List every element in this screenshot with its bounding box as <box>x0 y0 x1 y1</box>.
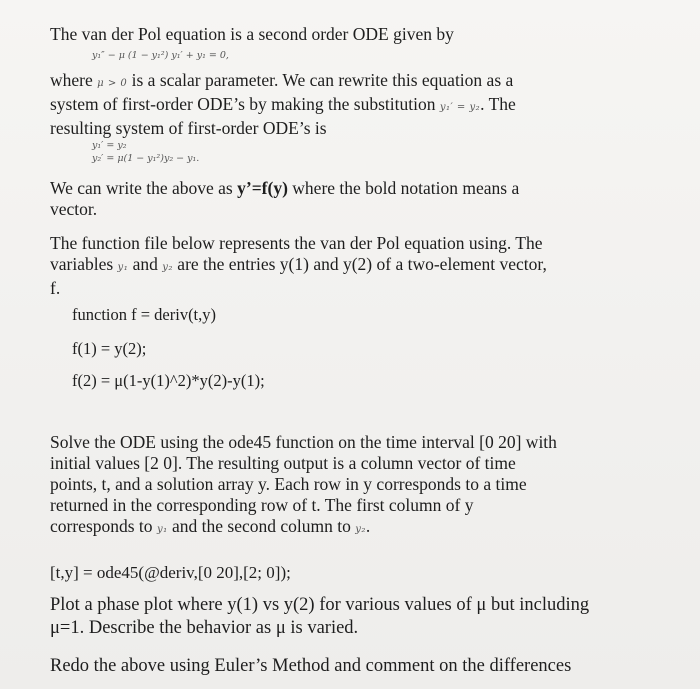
function-file-paragraph: The function file below represents the van der Pol equation using. The variables y₁ and y₂ are the entries y(1) and y(2) of a two-element vector, f. <box>50 233 547 298</box>
parameter-paragraph: where μ > 0 is a scalar parameter. We can rewrite this equation as a system of first-order ODE’s by making the substitution y₁′ = y₂. The resulting system of first-order ODE’s is <box>50 70 516 138</box>
substitution: y₁′ = y₂ <box>439 102 481 113</box>
van-der-pol-equation: y₁″ − μ (1 − y₁²) y₁′ + y₁ = 0, <box>92 50 229 61</box>
intro-line: The van der Pol equation is a second order ODE given by <box>50 24 454 44</box>
system-equation-1: y₁′ = y₂ <box>92 140 127 151</box>
code-line-f1: f(1) = y(2); <box>72 339 147 358</box>
euler-paragraph: Redo the above using Euler’s Method and comment on the differences <box>50 656 572 676</box>
vector-notation: y’=f(y) <box>237 178 288 198</box>
system-equation-2: y₂′ = μ(1 − y₁²)y₂ − y₁. <box>92 153 200 164</box>
solve-paragraph: Solve the ODE using the ode45 function on the time interval [0 20] with initial values [2 0]. The resulting output is a column vector of time points, t, and a solution array y. Each row in y corresponds to a time returned in the corresponding row of t. The first column of y corresponds to y₁ and the second column to y₂. <box>50 432 557 536</box>
code-line-function: function f = deriv(t,y) <box>72 305 217 324</box>
vector-paragraph: We can write the above as y’=f(y) where the bold notation means a vector. <box>50 178 520 219</box>
code-line-f2: f(2) = μ(1-y(1)^2)*y(2)-y(1); <box>72 371 265 390</box>
phase-plot-paragraph: Plot a phase plot where y(1) vs y(2) for various values of μ but including μ=1. Describe the behavior as μ is varied. <box>50 595 590 638</box>
mu-condition: μ > 0 <box>97 78 128 89</box>
code-line-ode45: [t,y] = ode45(@deriv,[0 20],[2; 0]); <box>50 563 291 582</box>
